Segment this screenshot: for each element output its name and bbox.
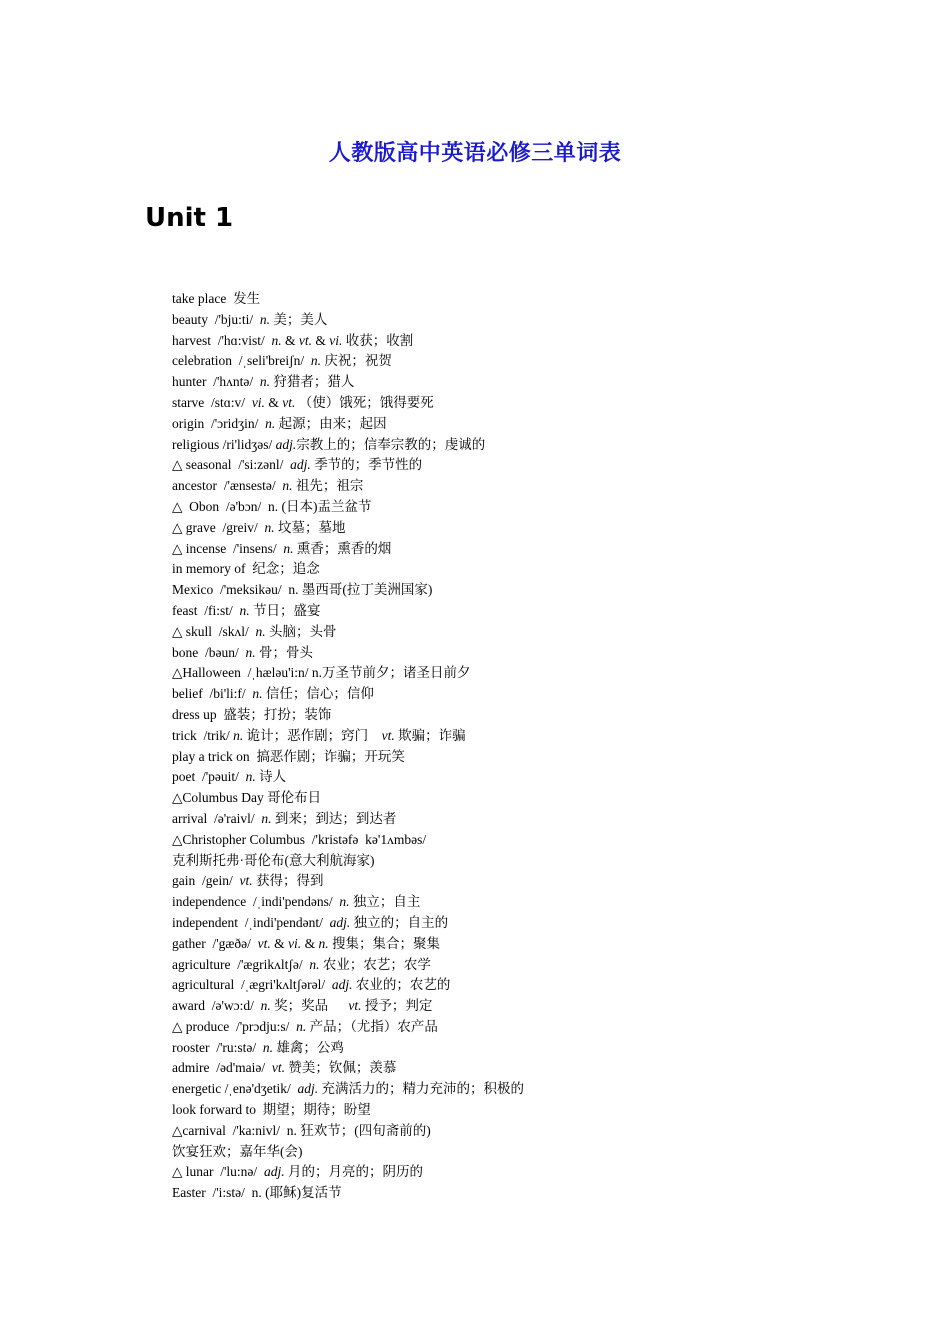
entry-text: belief /bi'li:f/	[172, 686, 253, 702]
entry-text: gain /gein/	[172, 873, 240, 889]
part-of-speech: n.	[310, 353, 322, 369]
entry-text: 饮宴狂欢；嘉年华(会)	[172, 1143, 303, 1159]
part-of-speech: n.	[282, 478, 293, 494]
entry-text: 信任；信心；信仰	[262, 686, 374, 702]
entry-text: starve /stɑ:v/	[172, 394, 252, 410]
entry-text: △carnival /'ka:nivl/ n. 狂欢节；(四旬斋前的)	[172, 1122, 431, 1138]
entry-text: origin /'ɔridʒin/	[172, 415, 266, 431]
entry-text: 独立的；自主的	[350, 914, 449, 930]
entry-text: take place 发生	[172, 291, 261, 306]
entry-text: 授予；判定	[361, 998, 433, 1014]
document-title: 人教版高中英语必修三单词表	[328, 140, 622, 166]
entry-text: 季节的；季节性的	[310, 457, 423, 473]
entry-text: 雄禽；公鸡	[273, 1039, 344, 1055]
vocab-entry	[172, 684, 872, 705]
entry-text: beauty /'bju:ti/	[172, 311, 260, 327]
entry-text: 节日；盛宴	[249, 602, 321, 618]
part-of-speech: n.	[260, 998, 271, 1014]
entry-text: △ grave /greiv/	[172, 519, 265, 535]
entry-text: 月的；月亮的；阴历的	[284, 1164, 423, 1180]
vocab-entry	[172, 1038, 872, 1059]
entry-text: energetic /ˌenə'dʒetik/	[172, 1081, 298, 1097]
entry-text: △ lunar /'lu:nə/	[172, 1164, 264, 1180]
part-of-speech: vt.	[282, 394, 296, 410]
entry-text: independence /ˌindi'pendəns/	[172, 894, 340, 910]
part-of-speech: n.	[309, 956, 320, 972]
entry-text: 产品；（尤指）农产品	[306, 1018, 438, 1034]
vocab-entry	[172, 975, 872, 996]
entry-text: △ skull /skʌl/	[172, 623, 256, 639]
vocab-entry	[172, 289, 872, 310]
vocab-entry	[172, 934, 872, 955]
part-of-speech: vt.	[239, 873, 253, 889]
entry-text: 充满活力的；精力充沛的；积极的	[318, 1081, 525, 1097]
part-of-speech: vi.	[288, 935, 302, 951]
vocab-entry	[172, 830, 872, 851]
entry-text: 坟墓；墓地	[274, 519, 346, 535]
entry-text: 农业的；农艺的	[352, 977, 451, 993]
entry-text: independent /ˌindi'pendənt/	[172, 914, 330, 930]
entry-text: 赞美；钦佩；羡慕	[285, 1060, 397, 1076]
entry-text: 奖；奖品	[270, 998, 349, 1014]
entry-text: agricultural /ˌægri'kʌltʃərəl/	[172, 977, 332, 993]
vocab-entry	[172, 310, 872, 331]
part-of-speech: n.	[339, 894, 350, 910]
entry-text: rooster /'ru:stə/	[172, 1039, 263, 1055]
entry-text: award /ə'wɔ:d/	[172, 998, 261, 1014]
entry-text: 欺骗；诈骗	[394, 727, 466, 743]
vocab-entry	[172, 809, 872, 830]
vocab-entry	[172, 643, 872, 664]
entry-text: religious /ri'lidʒəs/	[172, 436, 276, 452]
entry-text: hunter /'hʌntə/	[172, 374, 260, 390]
vocab-entry	[172, 1079, 872, 1100]
part-of-speech: vi.	[251, 394, 265, 410]
entry-text: play a trick on 搞恶作剧；诈骗；开玩笑	[172, 748, 405, 764]
vocab-entry	[172, 955, 872, 976]
vocab-entry	[172, 435, 872, 456]
entry-text: 头脑；头骨	[265, 623, 337, 639]
entry-text: trick /trik/	[172, 727, 234, 743]
entry-text: 宗教上的；信奉宗教的；虔诚的	[296, 436, 486, 452]
part-of-speech: adj.	[329, 914, 351, 930]
vocab-entry	[172, 559, 872, 580]
part-of-speech: n.	[262, 1039, 274, 1055]
entry-text: gather /'gæðə/	[172, 935, 258, 951]
vocab-entry	[172, 726, 872, 747]
vocab-entry	[172, 393, 872, 414]
vocab-entry	[172, 372, 872, 393]
part-of-speech: adj.	[331, 977, 353, 993]
entry-text: &	[312, 332, 330, 348]
part-of-speech: adj.	[297, 1081, 319, 1097]
part-of-speech: n.	[264, 519, 275, 535]
vocab-entry	[172, 580, 872, 601]
entry-text: 克利斯托弗·哥伦布(意大利航海家)	[172, 852, 375, 868]
part-of-speech: vi.	[329, 332, 343, 348]
entry-text: Easter /'i:stə/ n. (耶稣)复活节	[172, 1185, 342, 1201]
entry-text: poet /'pəuit/	[172, 769, 246, 785]
vocab-entry	[172, 1058, 872, 1079]
entry-text: △ Obon /ə'bɔn/ n. (日本)盂兰盆节	[172, 498, 372, 514]
part-of-speech: vt.	[381, 727, 395, 743]
vocab-entry	[172, 331, 872, 352]
entry-text: 到来；到达；到达者	[271, 810, 397, 826]
entry-text: look forward to 期望；期待；盼望	[172, 1102, 371, 1118]
entry-text: 狩猎者；猎人	[270, 374, 355, 390]
entry-text: 骨；骨头	[255, 644, 313, 660]
vocab-entry	[172, 539, 872, 560]
entry-text: feast /fi:st/	[172, 602, 240, 618]
vocab-entry	[172, 1100, 872, 1121]
entry-text: 诗人	[255, 769, 287, 785]
part-of-speech: n.	[245, 644, 256, 660]
part-of-speech: adj.	[290, 457, 311, 473]
entry-text: 收获；收割	[342, 332, 414, 348]
entry-text: 农业；农艺；农学	[319, 956, 431, 972]
entry-text: Mexico /'meksikəu/ n. 墨西哥(拉丁美洲国家)	[172, 582, 433, 598]
vocab-entry	[172, 1162, 872, 1183]
part-of-speech: n.	[259, 374, 271, 390]
vocab-entry	[172, 351, 872, 372]
entry-text: in memory of 纪念；追念	[172, 561, 320, 577]
part-of-speech: n.	[252, 686, 263, 702]
unit-heading: Unit 1	[145, 203, 234, 233]
part-of-speech: n.	[265, 415, 276, 431]
entry-text: &	[270, 935, 289, 951]
entry-text: &	[281, 332, 299, 348]
part-of-speech: vt.	[298, 332, 312, 348]
entry-text: △Columbus Day 哥伦布日	[172, 790, 322, 806]
vocab-entry	[172, 747, 872, 768]
vocab-entry	[172, 788, 872, 809]
part-of-speech: n.	[233, 727, 244, 743]
part-of-speech: vt.	[348, 998, 362, 1014]
part-of-speech: n.	[271, 332, 282, 348]
entry-text: bone /bəun/	[172, 644, 246, 660]
vocab-entry	[172, 622, 872, 643]
entry-text: △ incense /'insens/	[172, 540, 284, 556]
entry-text: 祖先；祖宗	[292, 478, 364, 494]
vocab-entry	[172, 601, 872, 622]
entry-text: △ produce /'prɔdju:s/	[172, 1018, 297, 1034]
part-of-speech: n.	[255, 623, 266, 639]
entry-text: 起源；由来；起因	[275, 415, 387, 431]
part-of-speech: n.	[259, 311, 271, 327]
part-of-speech: vt.	[257, 935, 271, 951]
vocab-entry	[172, 1121, 872, 1142]
entry-text: celebration /ˌseli'breiʃn/	[172, 353, 311, 369]
entry-text: （使）饿死；饿得要死	[295, 394, 434, 410]
part-of-speech: n.	[239, 602, 250, 618]
entry-text: agriculture /'ægrikʌltʃə/	[172, 956, 310, 972]
vocab-entry	[172, 1142, 872, 1163]
entry-text: △Christopher Columbus /'kristəfə kə'1ʌmbəs/	[172, 831, 427, 847]
vocab-entry	[172, 518, 872, 539]
part-of-speech: n.	[261, 810, 272, 826]
vocab-entry	[172, 871, 872, 892]
vocabulary-list	[172, 289, 872, 1204]
vocab-entry	[172, 996, 872, 1017]
entry-text: 获得；得到	[252, 873, 324, 889]
entry-text: admire /əd'maiə/	[172, 1060, 272, 1076]
entry-text: arrival /ə'raivl/	[172, 810, 262, 826]
entry-text: 独立；自主	[349, 894, 421, 910]
vocab-entry	[172, 455, 872, 476]
vocab-entry	[172, 913, 872, 934]
entry-text: 美；美人	[270, 311, 328, 327]
part-of-speech: n.	[296, 1018, 307, 1034]
vocab-entry	[172, 1017, 872, 1038]
part-of-speech: adj.	[263, 1164, 285, 1180]
vocab-entry	[172, 767, 872, 788]
entry-text: 诡计；恶作剧；窍门	[243, 727, 382, 743]
entry-text: dress up 盛装；打扮；装饰	[172, 706, 332, 722]
part-of-speech: n.	[318, 935, 329, 951]
vocab-entry	[172, 851, 872, 872]
entry-text: 庆祝；祝贺	[321, 353, 392, 369]
entry-text: &	[264, 394, 283, 410]
vocab-entry	[172, 414, 872, 435]
vocab-entry	[172, 1183, 872, 1204]
part-of-speech: adj.	[275, 436, 297, 452]
vocab-entry	[172, 705, 872, 726]
entry-text: 熏香；熏香的烟	[293, 540, 392, 556]
vocab-entry	[172, 497, 872, 518]
entry-text: 搜集；集合；聚集	[328, 935, 440, 951]
part-of-speech: vt.	[271, 1060, 286, 1076]
vocab-entry	[172, 476, 872, 497]
entry-text: harvest /'hɑ:vist/	[172, 332, 272, 348]
vocab-entry	[172, 663, 872, 684]
entry-text: △Halloween /ˌhæləu'i:n/ n.万圣节前夕；诸圣日前夕	[172, 665, 471, 681]
entry-text: △ seasonal /'si:zənl/	[172, 457, 291, 473]
vocab-entry	[172, 892, 872, 913]
part-of-speech: n.	[283, 540, 294, 556]
entry-text: ancestor /'ænsestə/	[172, 478, 283, 494]
entry-text: &	[301, 935, 319, 951]
part-of-speech: n.	[245, 769, 256, 785]
